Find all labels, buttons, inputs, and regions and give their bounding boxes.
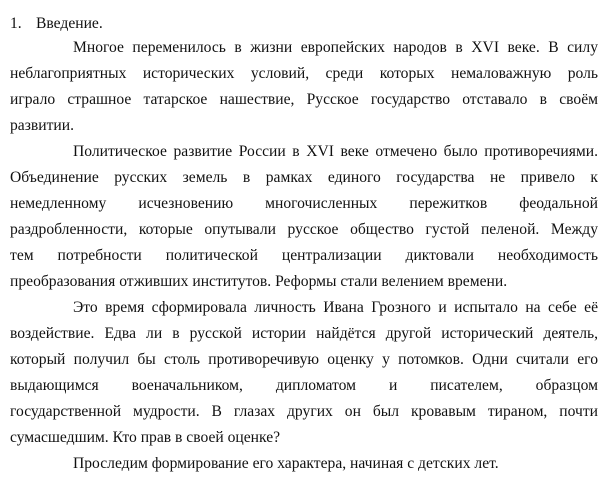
heading-number: 1. bbox=[10, 15, 22, 32]
paragraph-line: преобразования отживших институтов. Реформы стали велением времени. bbox=[10, 273, 508, 290]
paragraph-line: который получил бы столь противоречивую оценку у потомков. Одни считали его bbox=[10, 351, 598, 368]
paragraph-line: воздействие. Едва ли в русской истории найдётся другой исторический деятель, bbox=[10, 325, 598, 342]
paragraph-line: Проследим формирование его характера, начиная с детских лет. bbox=[73, 455, 499, 472]
paragraph-line: Объединение русских земель в рамках единого государства не привело к bbox=[10, 169, 598, 186]
paragraph-line: неблагоприятных исторических условий, среди которых немаловажную роль bbox=[10, 65, 598, 82]
paragraph-line: Политическое развитие России в XVI веке отмечено было противоречиями. bbox=[73, 143, 598, 160]
paragraph-line: выдающимся военачальником, дипломатом и писателем, образцом bbox=[10, 377, 598, 394]
paragraph-line: Многое переменилось в жизни европейских народов в XVI веке. В силу bbox=[73, 39, 598, 56]
paragraph-line: Это время сформировала личность Ивана Грозного и испытало на себе её bbox=[73, 299, 598, 316]
paragraph-line: государственной мудрости. В глазах других он был кровавым тираном, почти bbox=[10, 403, 598, 420]
heading-title: Введение. bbox=[36, 15, 103, 32]
section-heading bbox=[10, 13, 598, 35]
paragraph-line: играло страшное татарское нашествие, Русское государство отставало в своём bbox=[10, 91, 598, 108]
paragraph-line: развитии. bbox=[10, 117, 74, 134]
paragraph-line: раздробленности, которые опутывали русское общество густой пеленой. Между bbox=[10, 221, 598, 238]
paragraph-line: тем потребности политической централизации диктовали необходимость bbox=[10, 247, 598, 264]
paragraph-line: сумасшедшим. Кто прав в своей оценке? bbox=[10, 429, 281, 446]
paragraph-line: немедленному исчезновению многочисленных пережитков феодальной bbox=[10, 195, 598, 212]
